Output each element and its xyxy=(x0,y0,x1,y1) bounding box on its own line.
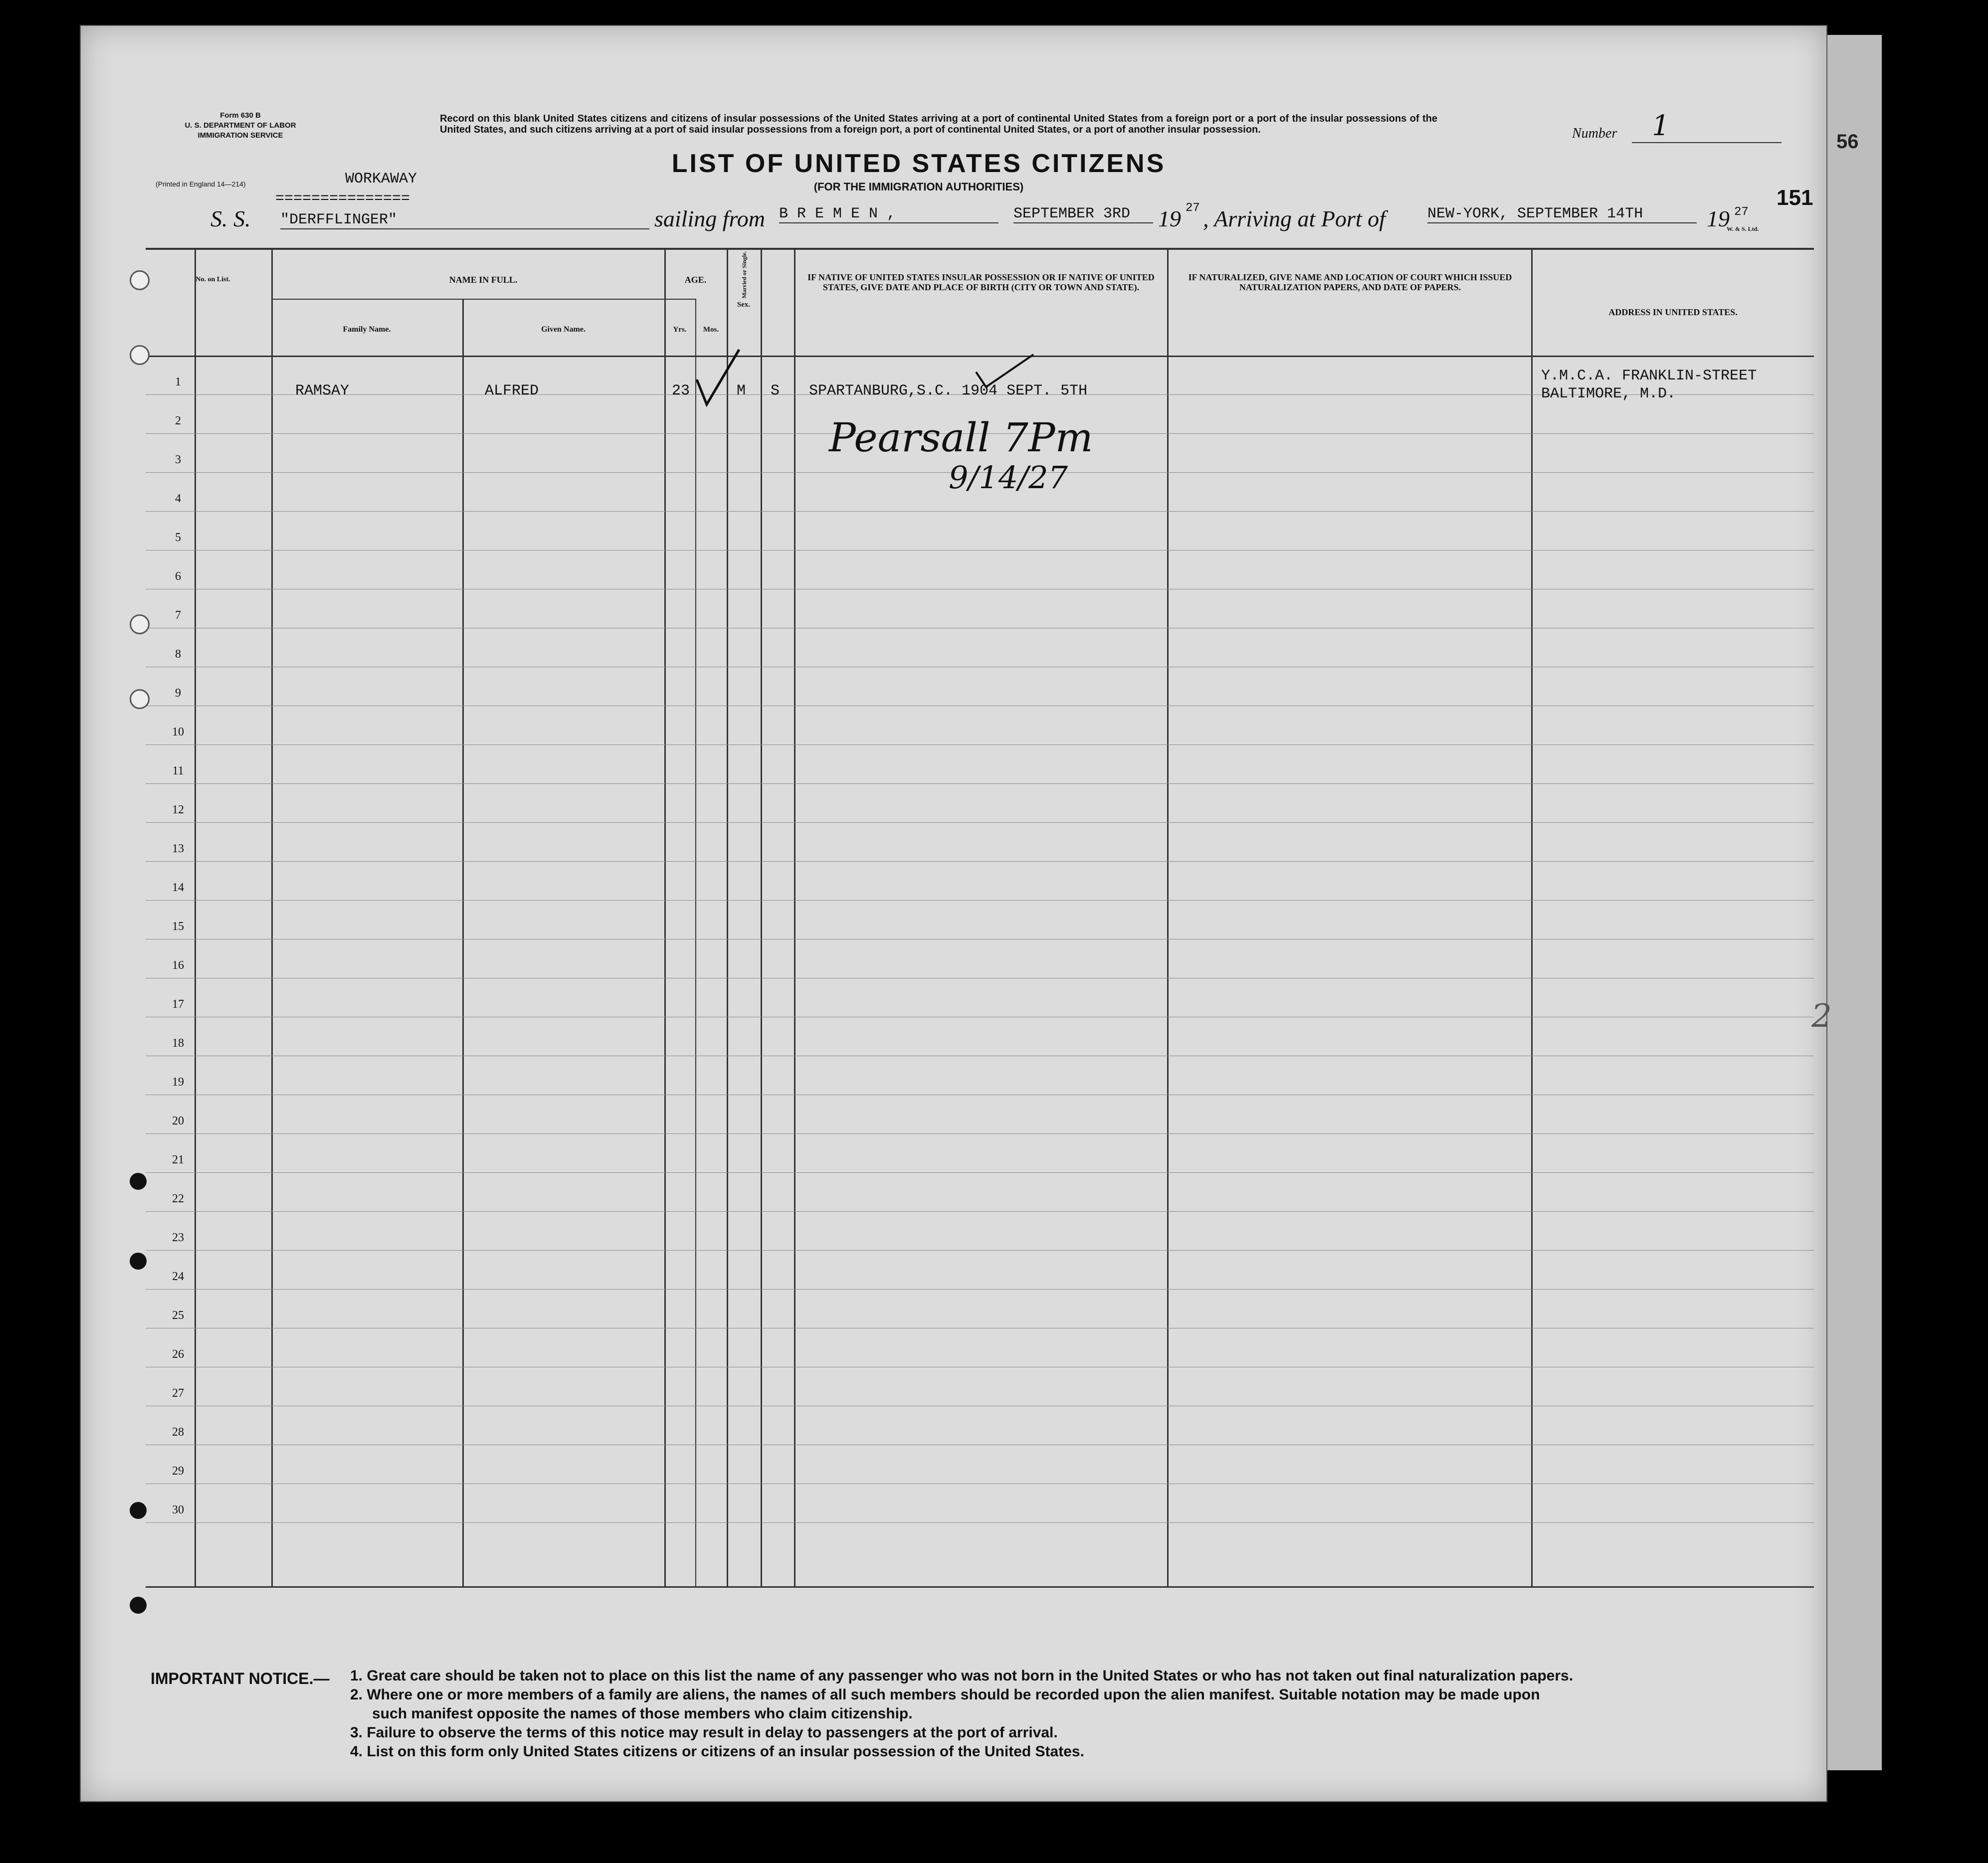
row-number: 29 xyxy=(172,1465,184,1478)
notice-item-2-cont: such manifest opposite the names of those members who claim citizenship. xyxy=(372,1705,913,1722)
to-year: 27 xyxy=(1734,205,1749,219)
punch-hole xyxy=(130,689,150,709)
row-line xyxy=(146,861,1814,862)
notice-item-4: 4. List on this form only United States citizens or citizens of an insular possession of the United States. xyxy=(350,1743,1084,1760)
col-naturalized-header: IF NATURALIZED, GIVE NAME AND LOCATION OF COURT WHICH ISSUED NATURALIZATION PAPERS, AND DATE OF PAPERS. xyxy=(1188,272,1512,292)
col-given-header: Given Name. xyxy=(541,325,586,334)
entry-birth: SPARTANBURG,S.C. 1904 SEPT. 5TH xyxy=(809,382,1088,399)
row-number: 17 xyxy=(172,998,184,1011)
margin-mark: 2 xyxy=(1811,998,1832,1035)
entry-given-name: ALFRED xyxy=(485,382,539,399)
row-number: 24 xyxy=(172,1270,184,1283)
row-number: 1 xyxy=(175,375,181,388)
ship-name: "DERFFLINGER" xyxy=(280,211,649,229)
row-line xyxy=(146,1211,1814,1212)
col-age-header: AGE. xyxy=(684,275,707,285)
col-no-header: No. on List. xyxy=(196,276,230,283)
row-number: 15 xyxy=(172,920,184,933)
col-family-header: Family Name. xyxy=(343,325,391,334)
notice-item-3: 3. Failure to observe the terms of this notice may result in delay to passengers at the port of arrival. xyxy=(350,1724,1058,1741)
row-number: 12 xyxy=(172,803,184,816)
punch-hole xyxy=(130,1253,147,1270)
to-year-prefix: 19 xyxy=(1707,206,1730,231)
row-line xyxy=(146,900,1814,901)
printer-mark: W. & S. Ltd. xyxy=(1727,225,1759,232)
to-port: NEW-YORK, SEPTEMBER 14TH xyxy=(1427,205,1697,223)
col-native-header: IF NATIVE OF UNITED STATES INSULAR POSSESSION OR IF NATIVE OF UNITED STATES, GIVE DATE AND PLACE OF BIRTH (CITY OR TOWN AND STATE). xyxy=(807,272,1155,292)
row-number: 28 xyxy=(172,1426,184,1439)
row-number: 9 xyxy=(175,687,181,700)
number-value: 1 xyxy=(1632,110,1782,143)
underlying-page-edge xyxy=(1820,35,1882,1770)
punch-hole xyxy=(130,345,150,365)
row-number: 6 xyxy=(175,570,181,583)
row-number: 26 xyxy=(172,1348,184,1361)
col-yrs-header: Yrs. xyxy=(673,326,687,334)
row-number: 16 xyxy=(172,959,184,972)
row-number: 25 xyxy=(172,1309,184,1322)
arriving-label: , Arriving at Port of xyxy=(1203,206,1386,231)
workaway-annotation: WORKAWAY xyxy=(345,171,417,187)
punch-hole xyxy=(130,1597,147,1614)
row-number: 3 xyxy=(175,453,181,466)
row-line xyxy=(146,783,1814,784)
page-title: LIST OF UNITED STATES CITIZENS xyxy=(671,149,1166,178)
checkmark-icon xyxy=(974,350,1038,394)
col-mos-header: Mos. xyxy=(703,326,719,334)
row-line xyxy=(146,822,1814,823)
page-number: 151 xyxy=(1777,186,1813,210)
workaway-underline: =============== xyxy=(275,190,410,207)
name-sub-divider xyxy=(271,299,695,300)
punch-hole xyxy=(130,270,150,290)
entry-sex: M xyxy=(737,382,746,399)
col-sex-header: Sex. xyxy=(737,301,751,309)
from-port: B R E M E N , xyxy=(779,205,998,223)
punch-hole xyxy=(130,1173,147,1190)
notice-item-2: 2. Where one or more members of a family are aliens, the names of all such members should be recorded upon the alien manifest. Suitable notation may be made upon xyxy=(350,1686,1540,1703)
printed-note: (Printed in England 14—214) xyxy=(156,180,246,188)
entry-married-single: S xyxy=(771,382,780,399)
row-line xyxy=(146,1250,1814,1251)
from-year: 27 xyxy=(1186,201,1200,215)
record-instructions: Record on this blank United States citizens and citizens of insular possessions of the United States arriving at a port of continental United States from a foreign port or a port of the insular possessions of the United States, and such citizens arriving at a port of said insular possessions from a foreign port, a port of continental United States, or a port of another insular possession. xyxy=(440,113,1437,135)
row-number: 21 xyxy=(172,1153,184,1166)
row-number: 18 xyxy=(172,1037,184,1050)
row-line xyxy=(146,1522,1814,1523)
row-number: 5 xyxy=(175,531,181,544)
row-line xyxy=(146,1289,1814,1290)
row-number: 11 xyxy=(172,764,184,777)
notice-list xyxy=(350,1667,1816,1761)
department: U. S. DEPARTMENT OF LABOR xyxy=(185,121,296,130)
checkmark-icon xyxy=(692,345,747,414)
table-body xyxy=(146,356,1814,1586)
row-number: 7 xyxy=(175,609,181,622)
corner-number: 56 xyxy=(1836,131,1859,153)
col-name-header: NAME IN FULL. xyxy=(449,275,518,285)
service: IMMIGRATION SERVICE xyxy=(198,131,283,140)
row-line xyxy=(146,550,1814,551)
entry-age-years: 23 xyxy=(672,382,690,399)
row-line xyxy=(146,1172,1814,1173)
row-number: 23 xyxy=(172,1231,184,1244)
row-number: 10 xyxy=(172,726,184,739)
form-number: Form 630 B xyxy=(220,111,261,120)
from-date: SEPTEMBER 3RD xyxy=(1013,205,1153,223)
page-subtitle: (FOR THE IMMIGRATION AUTHORITIES) xyxy=(813,181,1024,193)
row-number: 14 xyxy=(172,881,184,894)
punch-hole xyxy=(130,1502,147,1519)
sailing-from-label: sailing from xyxy=(654,206,765,231)
punch-hole xyxy=(130,614,150,634)
row-number: 19 xyxy=(172,1076,184,1089)
row-number: 4 xyxy=(175,492,181,505)
signature-handwritten: Pearsall 7Pm xyxy=(829,414,1093,461)
row-number: 27 xyxy=(172,1387,184,1400)
entry-address-line2: BALTIMORE, M.D. xyxy=(1541,385,1676,402)
col-address-header: ADDRESS IN UNITED STATES. xyxy=(1608,307,1738,317)
manifest-page xyxy=(80,25,1859,1802)
row-line xyxy=(146,1133,1814,1134)
from-year-prefix: 19 xyxy=(1158,206,1181,231)
row-number: 8 xyxy=(175,648,181,661)
row-number: 22 xyxy=(172,1192,184,1205)
row-number: 30 xyxy=(172,1503,184,1516)
row-number: 2 xyxy=(175,414,181,427)
form-id-block xyxy=(161,111,320,141)
entry-family-name: RAMSAY xyxy=(295,382,350,399)
row-number: 20 xyxy=(172,1115,184,1127)
ss-label: S. S. xyxy=(210,206,251,231)
notice-item-1: 1. Great care should be taken not to place on this list the name of any passenger who was not born in the United States or who has not taken out final naturalization papers. xyxy=(350,1668,1574,1684)
row-number: 13 xyxy=(172,842,184,855)
manifest-table xyxy=(146,248,1832,1588)
notice-heading: IMPORTANT NOTICE.— xyxy=(151,1670,330,1687)
row-line xyxy=(146,511,1814,512)
col-married-header: Married or Single. xyxy=(741,251,748,299)
entry-address-line1: Y.M.C.A. FRANKLIN-STREET xyxy=(1541,368,1757,384)
number-label: Number xyxy=(1572,126,1617,141)
date-handwritten: 9/14/27 xyxy=(949,459,1068,496)
